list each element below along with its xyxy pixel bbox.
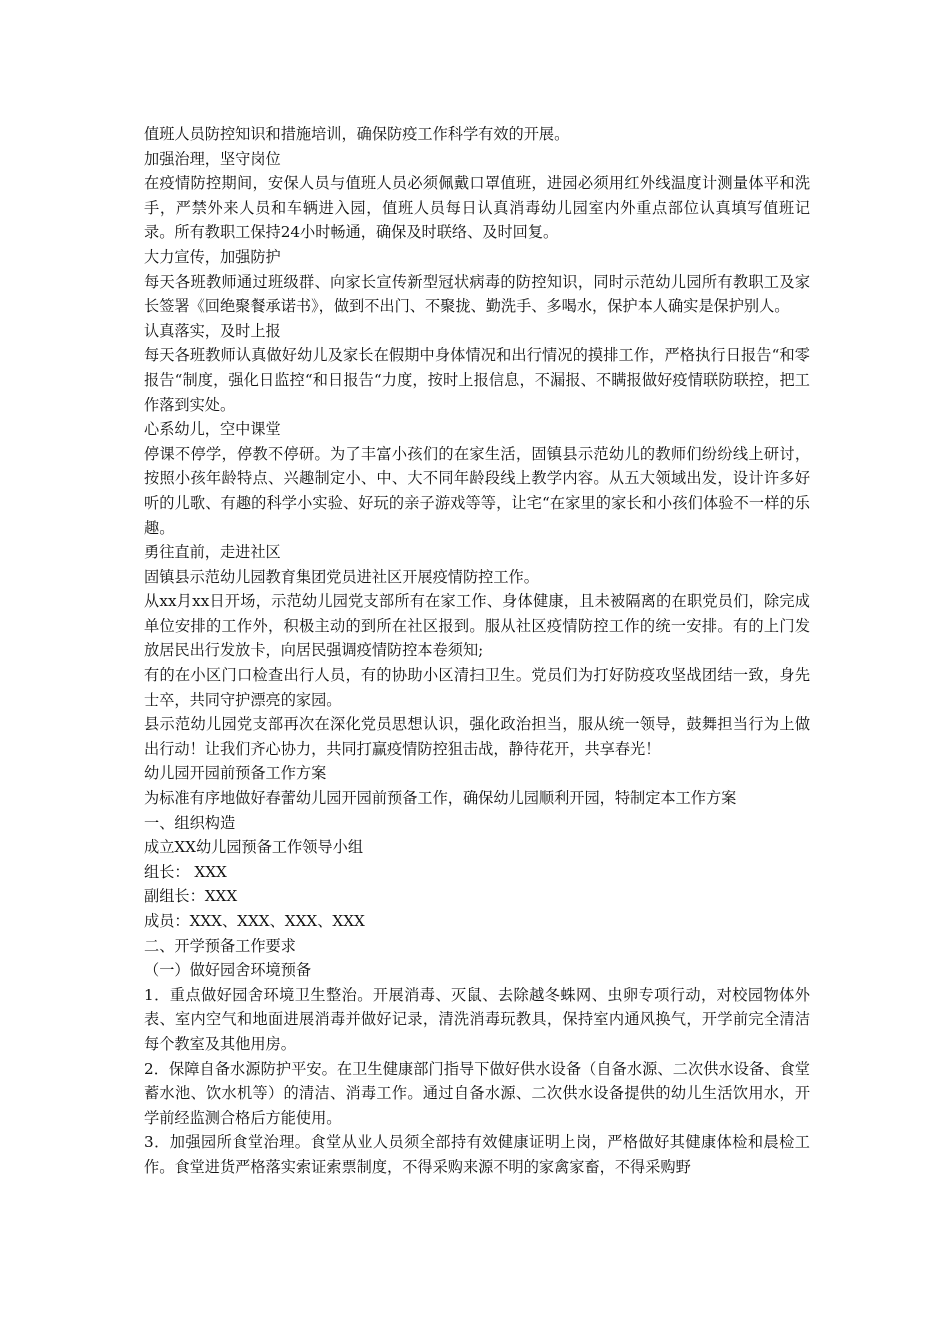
section-heading: 认真落实，及时上报 xyxy=(144,321,281,340)
numbered-paragraph: 1．重点做好园舍环境卫生整治。开展消毒、灭鼠、去除越冬蛛网、虫卵专项行动，对校园物体外表、室内空气和地面进展消毒并做好记录，清洗消毒玩教具，保持室内通风换气，开学前完全清洁每个教室及其他用房。 xyxy=(144,985,810,1053)
body-paragraph: 在疫情防控期间，安保人员与值班人员必须佩戴口罩值班，进园必须用红外线温度计测量体平和洗手，严禁外来人员和车辆进入园，值班人员每日认真消毒幼儿园室内外重点部位认真填写值班记录。所有教职工保持24小时畅通，确保及时联络、及时回复。 xyxy=(144,174,810,242)
body-paragraph: 为标准有序地做好春蕾幼儿园开园前预备工作，确保幼儿园顺利开园，特制定本工作方案 xyxy=(144,789,737,808)
numbered-paragraph: 2．保障自备水源防护平安。在卫生健康部门指导下做好供水设备（自备水源、二次供水设备、食堂蓄水池、饮水机等）的清洁、消毒工作。通过自备水源、二次供水设备提供的幼儿生活饮用水，开学前经监测合格后方能使用。 xyxy=(144,1059,810,1127)
body-paragraph: 县示范幼儿园党支部再次在深化党员思想认识，强化政治担当，服从统一领导，鼓舞担当行为上做出行动！让我们齐心协力，共同打赢疫情防控狙击战，静待花开，共享春光！ xyxy=(144,715,810,758)
section-heading: 加强治理，坚守岗位 xyxy=(144,149,281,168)
section-heading: 二、开学预备工作要求 xyxy=(144,936,296,955)
body-paragraph: 每天各班教师通过班级群、向家长宣传新型冠状病毒的防控知识，同时示范幼儿园所有教职工及家长签署《回绝聚餐承诺书》，做到不出门、不聚拢、勤洗手、多喝水，保护本人确实是保护别人。 xyxy=(144,272,810,316)
section-heading: 大力宣传，加强防护 xyxy=(144,247,281,266)
body-paragraph: 停课不停学，停教不停研。为了丰富小孩们的在家生活，固镇县示范幼儿的教师们纷纷线上研讨，按照小孩年龄特点、兴趣制定小、中、大不同年龄段线上教学内容。从五大领域出发，设计许多好听的儿歌、有趣的科学小实验、好玩的亲子游戏等等，让宅“在家里的家长和小孩们体验不一样的乐趣。 xyxy=(144,444,810,537)
deputy-leader-line: 副组长：XXX xyxy=(144,887,238,906)
section-heading: 心系幼儿，空中课堂 xyxy=(144,420,281,439)
subsection-heading: （一）做好园舍环境预备 xyxy=(144,961,312,980)
body-paragraph: 每天各班教师认真做好幼儿及家长在假期中身体情况和出行情况的摸排工作，严格执行日报告“和零报告“制度，强化日监控“和日报告“力度，按时上报信息，不漏报、不瞒报做好疫情联防联控，把工作落到实处。 xyxy=(144,346,810,414)
section-heading: 一、组织构造 xyxy=(144,813,236,832)
numbered-paragraph: 3．加强园所食堂治理。食堂从业人员须全部持有效健康证明上岗，严格做好其健康体检和晨检工作。食堂进货严格落实索证索票制度，不得采购来源不明的家禽家畜，不得采购野 xyxy=(144,1133,810,1176)
body-paragraph: 有的在小区门口检查出行人员，有的协助小区清扫卫生。党员们为打好防疫攻坚战团结一致，身先士卒，共同守护漂亮的家园。 xyxy=(144,666,810,709)
body-paragraph: 从xx月xx日开场，示范幼儿园党支部所有在家工作、身体健康，且未被隔离的在职党员们，除完成单位安排的工作外，积极主动的到所在社区报到。服从社区疫情防控工作的统一安排。有的上门发放居民出行发放卡，向居民强调疫情防控本卷须知; xyxy=(144,592,810,660)
document-title: 幼儿园开园前预备工作方案 xyxy=(144,764,327,783)
body-paragraph: 成立XX幼儿园预备工作领导小组 xyxy=(144,838,364,857)
team-leader-line: 组长： XXX xyxy=(144,862,227,881)
body-paragraph: 值班人员防控知识和措施培训，确保防疫工作科学有效的开展。 xyxy=(144,125,570,143)
body-paragraph: 固镇县示范幼儿园教育集团党员进社区开展疫情防控工作。 xyxy=(144,567,539,586)
section-heading: 勇往直前，走进社区 xyxy=(144,543,281,562)
members-line: 成员：XXX、XXX、XXX、XXX xyxy=(144,912,365,930)
document-body xyxy=(144,122,810,1180)
